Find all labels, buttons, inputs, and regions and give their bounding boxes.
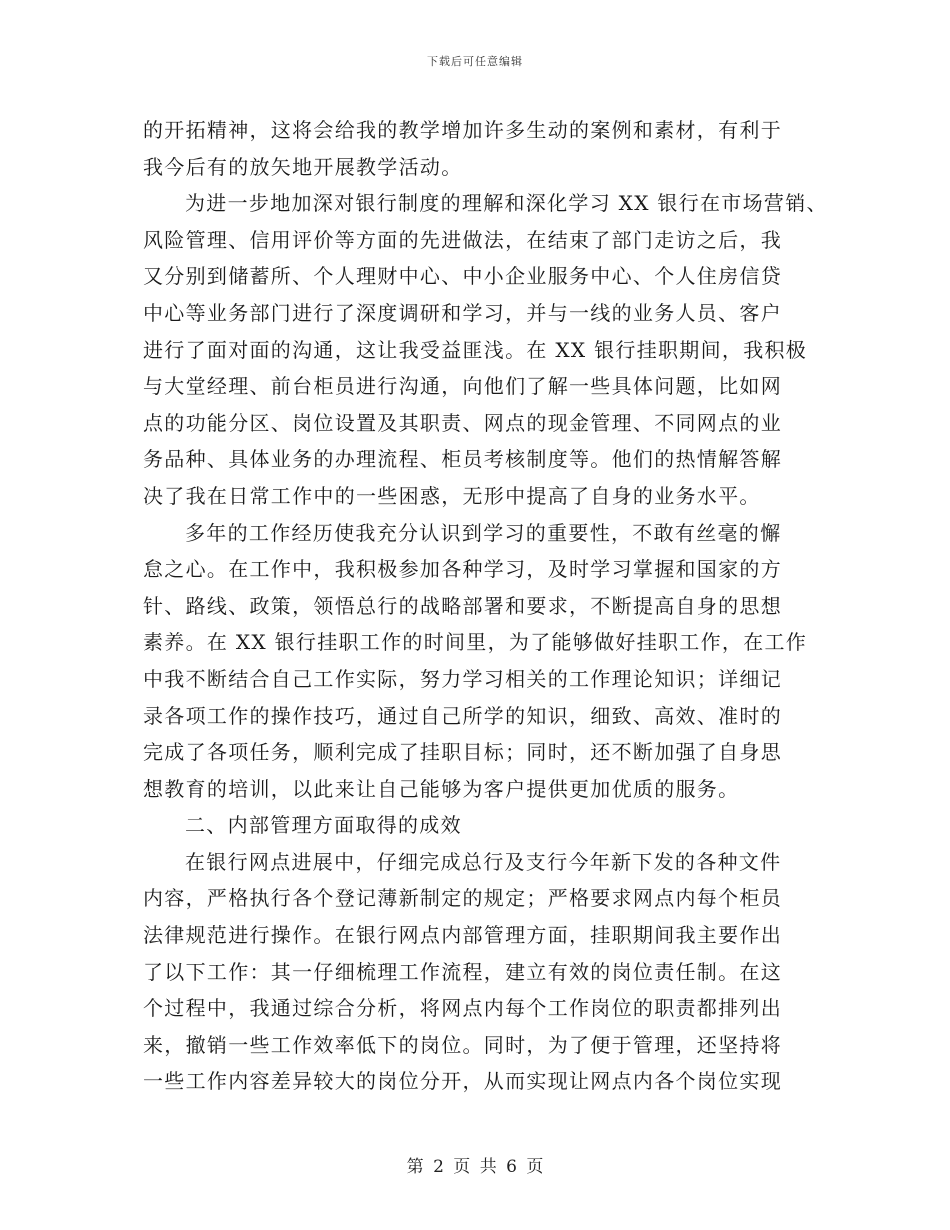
text-line: 中我不断结合自己工作实际，努力学习相关的工作理论知识；详细记 <box>143 666 782 691</box>
text-line: 我今后有的放矢地开展教学活动。 <box>143 154 463 179</box>
text-line: 进行了面对面的沟通，这让我受益匪浅。在 XX 银行挂职期间，我积极 <box>143 337 808 362</box>
text-line: 与大堂经理、前台柜员进行沟通，向他们了解一些具体问题，比如网 <box>143 374 782 399</box>
text-line: 素养。在 XX 银行挂职工作的时间里，为了能够做好挂职工作，在工作 <box>143 630 808 655</box>
text-line: 中心等业务部门进行了深度调研和学习，并与一线的业务人员、客户 <box>143 300 782 325</box>
text-line: 多年的工作经历使我充分认识到学习的重要性，不敢有丝毫的懈 <box>185 520 782 545</box>
text-line: 二、内部管理方面取得的成效 <box>185 813 462 838</box>
text-line: 录各项工作的操作技巧，通过自己所学的知识，细致、高效、准时的 <box>143 703 782 728</box>
document-body <box>143 112 833 1100</box>
text-line: 点的功能分区、岗位设置及其职责、网点的现金管理、不同网点的业 <box>143 410 782 435</box>
text-line: 针、路线、政策，领悟总行的战略部署和要求，不断提高自身的思想 <box>143 593 782 618</box>
text-line: 务品种、具体业务的办理流程、柜员考核制度等。他们的热情解答解 <box>143 447 782 472</box>
text-line: 又分别到储蓄所、个人理财中心、中小企业服务中心、个人住房信贷 <box>143 264 782 289</box>
page-header-note: 下载后可任意编辑 <box>427 55 523 68</box>
text-line: 想教育的培训，以此来让自己能够为客户提供更加优质的服务。 <box>143 776 740 801</box>
text-line: 决了我在日常工作中的一些困惑，无形中提高了自身的业务水平。 <box>143 483 761 508</box>
text-line: 风险管理、信用评价等方面的先进做法，在结束了部门走访之后，我 <box>143 227 782 252</box>
text-line: 的开拓精神，这将会给我的教学增加许多生动的案例和素材，有利于 <box>143 118 782 142</box>
text-line: 完成了各项任务，顺利完成了挂职目标；同时，还不断加强了自身思 <box>143 740 782 765</box>
text-line: 个过程中，我通过综合分析，将网点内每个工作岗位的职责都排列出 <box>143 996 782 1021</box>
text-line: 内容，严格执行各个登记薄新制定的规定；严格要求网点内每个柜员 <box>143 886 782 911</box>
text-line: 法律规范进行操作。在银行网点内部管理方面，挂职期间我主要作出 <box>143 923 782 948</box>
text-line: 为进一步地加深对银行制度的理解和深化学习 XX 银行在市场营销、 <box>185 191 828 216</box>
text-line: 一些工作内容差异较大的岗位分开，从而实现让网点内各个岗位实现 <box>143 1069 782 1094</box>
text-line: 在银行网点进展中，仔细完成总行及支行今年新下发的各种文件 <box>185 849 782 874</box>
page-number-footer: 第 2 页 共 6 页 <box>406 1157 544 1177</box>
text-line: 来，撤销一些工作效率低下的岗位。同时，为了便于管理，还坚持将 <box>143 1032 782 1057</box>
text-line: 怠之心。在工作中，我积极参加各种学习，及时学习掌握和国家的方 <box>143 557 782 582</box>
text-line: 了以下工作：其一仔细梳理工作流程，建立有效的岗位责任制。在这 <box>143 959 782 984</box>
